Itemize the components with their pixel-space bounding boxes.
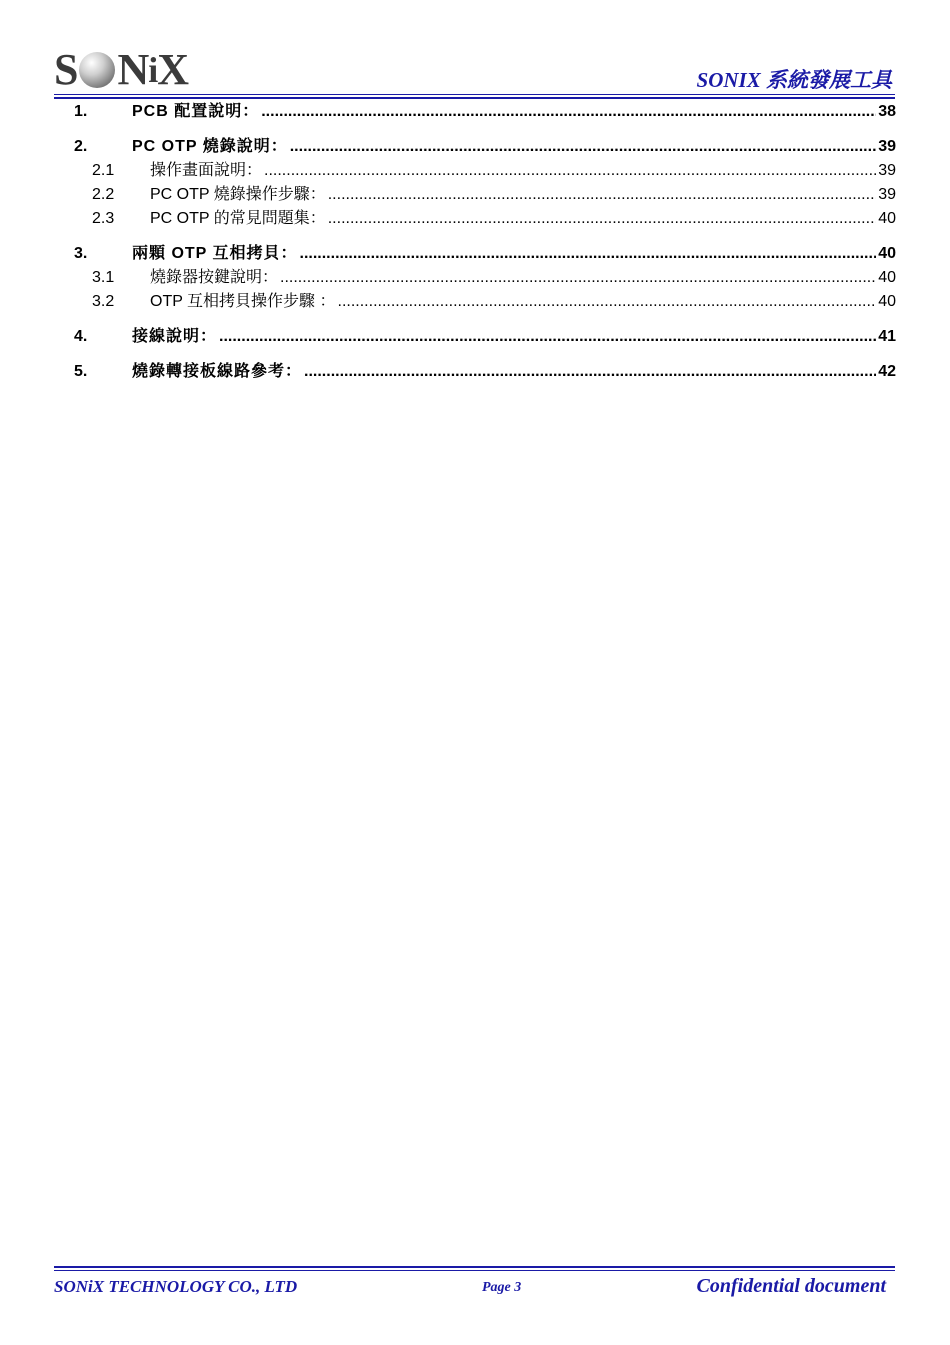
logo-wordmark bbox=[54, 45, 189, 94]
toc-subentry[interactable] bbox=[74, 207, 896, 231]
toc-entry[interactable] bbox=[74, 360, 896, 384]
toc-leader-dots bbox=[280, 266, 876, 290]
toc-leader-dots bbox=[264, 159, 876, 183]
toc-leader-dots bbox=[328, 207, 876, 231]
toc-entry[interactable] bbox=[74, 325, 896, 349]
toc-entry-title: OTP 互相拷貝操作步驟 ： bbox=[150, 293, 336, 310]
toc-leader-dots bbox=[300, 242, 877, 266]
toc-entry-title: 兩顆 OTP 互相拷貝： bbox=[132, 245, 298, 262]
table-of-contents bbox=[74, 100, 896, 384]
toc-entry-title: 燒錄轉接板線路參考： bbox=[132, 363, 303, 380]
toc-entry[interactable] bbox=[74, 100, 896, 124]
toc-entry-number: 4. bbox=[74, 328, 88, 345]
header-rule-thick bbox=[54, 97, 895, 99]
toc-entry-number: 1. bbox=[74, 103, 88, 120]
sonix-logo bbox=[54, 45, 214, 94]
toc-leader-dots bbox=[328, 183, 876, 207]
toc-entry-page: 40 bbox=[878, 245, 896, 262]
toc-subentry[interactable] bbox=[74, 290, 896, 314]
toc-entry-title: PC OTP 燒錄說明： bbox=[132, 138, 288, 155]
footer-confidential: Confidential document bbox=[696, 1275, 886, 1297]
toc-entry-number: 2.3 bbox=[92, 210, 115, 227]
toc-entry-page: 39 bbox=[878, 162, 896, 179]
header-title: SONIX 系統發展工具 bbox=[696, 68, 892, 92]
toc-entry-number: 2.1 bbox=[92, 162, 115, 179]
toc-entry-title: PCB 配置說明： bbox=[132, 103, 260, 120]
toc-entry-number: 2. bbox=[74, 138, 88, 155]
toc-entry-title: 操作畫面說明： bbox=[150, 162, 263, 179]
toc-entry-number: 3.1 bbox=[92, 269, 115, 286]
footer-company: SONiX TECHNOLOGY CO., LTD bbox=[54, 1277, 298, 1296]
toc-entry-page: 40 bbox=[878, 269, 896, 286]
toc-subentry[interactable] bbox=[74, 266, 896, 290]
toc-entry-page: 38 bbox=[878, 103, 896, 120]
toc-entry-title: 接線說明： bbox=[132, 328, 218, 345]
toc-entry-page: 39 bbox=[878, 138, 896, 155]
header-rule-thin bbox=[54, 94, 895, 95]
toc-leader-dots bbox=[219, 325, 876, 349]
toc-entry-page: 40 bbox=[878, 293, 896, 310]
logo-sphere-icon bbox=[79, 52, 115, 88]
logo-letter-i: i bbox=[148, 50, 158, 90]
toc-entry-page: 41 bbox=[878, 328, 896, 345]
toc-leader-dots bbox=[261, 100, 876, 124]
toc-entry-title: PC OTP 的常見問題集： bbox=[150, 210, 326, 227]
toc-subentry[interactable] bbox=[74, 159, 896, 183]
toc-entry-title: 燒錄器按鍵說明： bbox=[150, 269, 279, 286]
footer-rule-thin bbox=[54, 1270, 895, 1271]
toc-entry-page: 40 bbox=[878, 210, 896, 227]
footer-rule-thick bbox=[54, 1266, 895, 1268]
logo-letter-x: X bbox=[157, 45, 189, 94]
toc-subentry[interactable] bbox=[74, 183, 896, 207]
footer-page-number: Page 3 bbox=[482, 1280, 522, 1295]
toc-entry[interactable] bbox=[74, 242, 896, 266]
toc-leader-dots bbox=[304, 360, 876, 384]
toc-entry[interactable] bbox=[74, 135, 896, 159]
toc-entry-number: 3. bbox=[74, 245, 88, 262]
toc-entry-title: PC OTP 燒錄操作步驟： bbox=[150, 186, 326, 203]
toc-entry-page: 42 bbox=[878, 363, 896, 380]
logo-letter-n: N bbox=[117, 45, 149, 94]
logo-letter-s: S bbox=[54, 45, 78, 94]
toc-entry-number: 3.2 bbox=[92, 293, 115, 310]
toc-leader-dots bbox=[290, 135, 876, 159]
toc-entry-page: 39 bbox=[878, 186, 896, 203]
toc-entry-number: 5. bbox=[74, 363, 88, 380]
toc-leader-dots bbox=[338, 290, 877, 314]
toc-entry-number: 2.2 bbox=[92, 186, 115, 203]
